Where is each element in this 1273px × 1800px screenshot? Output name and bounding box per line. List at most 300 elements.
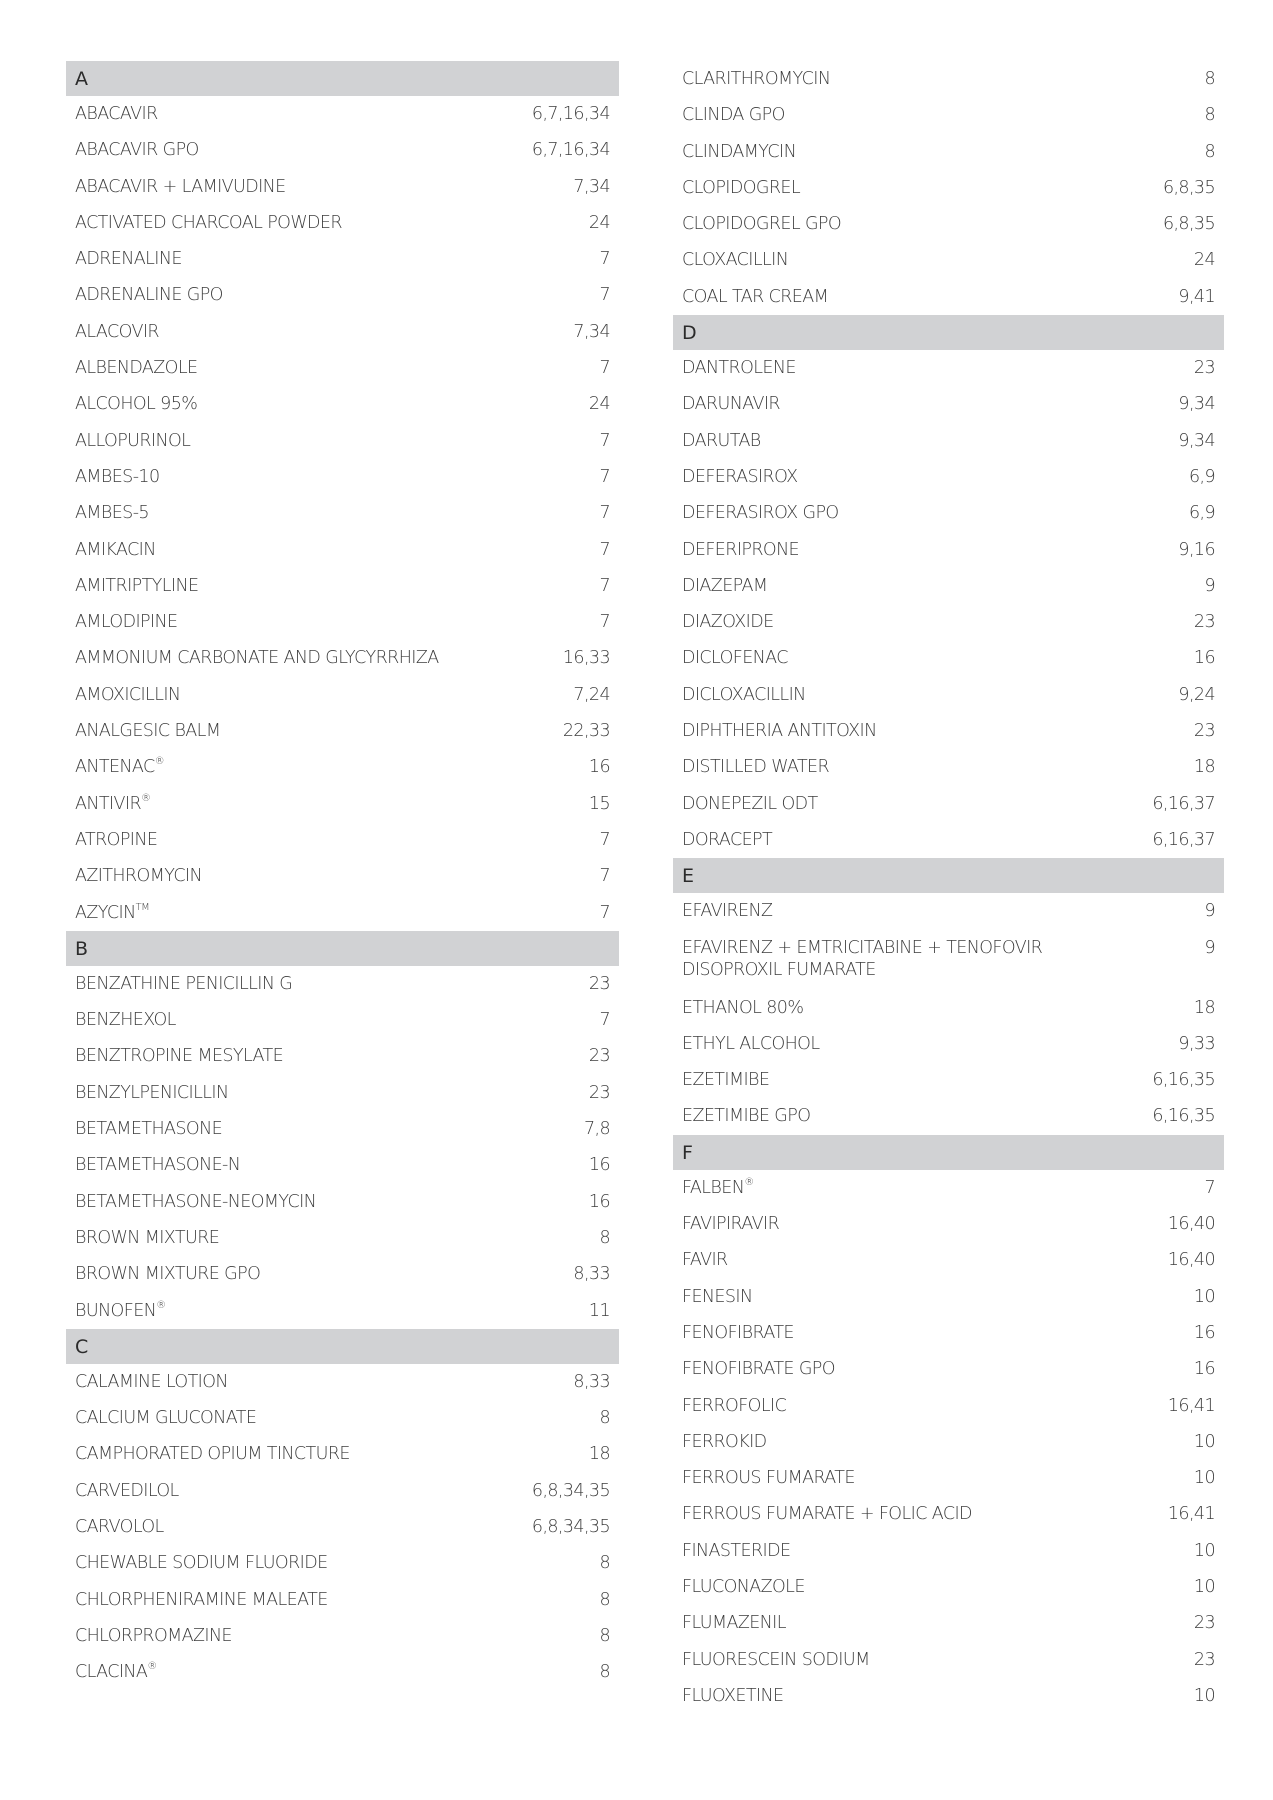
- entry-name-text: CHLORPHENIRAMINE MALEATE: [75, 1589, 328, 1610]
- entry-page-numbers: 16: [1193, 1322, 1215, 1343]
- entry-name-text: ALBENDAZOLE: [75, 358, 198, 379]
- entry-name-text: FERROUS FUMARATE: [682, 1468, 855, 1489]
- entry-name: [75, 248, 599, 270]
- entry-name-text: EZETIMIBE GPO: [682, 1106, 811, 1127]
- section-header-b: [66, 931, 619, 966]
- entry-page-numbers: 9: [1204, 901, 1215, 922]
- entry-name: [75, 575, 599, 597]
- index-entry-ezetimibe: [673, 1062, 1224, 1098]
- entry-name: [75, 1191, 589, 1213]
- index-entry-benztropine-mesylate: [66, 1038, 619, 1074]
- entry-page-numbers: 7: [599, 829, 610, 850]
- entry-name-text: FERROFOLIC: [682, 1395, 787, 1416]
- entry-name-text: AMBES-10: [75, 466, 160, 487]
- entry-name-text: FLUOXETINE: [682, 1685, 784, 1706]
- entry-page-numbers: 6,16,35: [1152, 1106, 1215, 1127]
- index-entry-cloxacillin: [673, 242, 1224, 278]
- index-entry-favipiravir: [673, 1206, 1224, 1242]
- index-entry-ammonium-carbonate-and-glycyrrhiza: [66, 640, 619, 676]
- entry-name-text: ADRENALINE: [75, 249, 182, 270]
- entry-page-numbers: 6,7,16,34: [531, 104, 610, 124]
- entry-page-numbers: 6,8,35: [1162, 177, 1215, 198]
- entry-name-text: CALAMINE LOTION: [75, 1371, 228, 1392]
- entry-page-numbers: 18: [588, 1444, 610, 1465]
- entry-name: [682, 1685, 1194, 1707]
- entry-name: [682, 1540, 1194, 1562]
- index-entry-clacina: [66, 1654, 619, 1690]
- entry-page-numbers: 6,16,37: [1152, 793, 1215, 814]
- index-entry-antivir: [66, 786, 619, 822]
- entry-name: [75, 430, 599, 452]
- index-entry-ferrous-fumarate: [673, 1460, 1224, 1496]
- entry-page-numbers: 6,16,37: [1152, 829, 1215, 850]
- entry-name: [75, 611, 599, 633]
- entry-page-numbers: 22,33: [562, 721, 610, 742]
- index-entry-clarithromycin: [673, 61, 1224, 97]
- index-entry-deferasirox-gpo: [673, 495, 1224, 531]
- index-entry-fluconazole: [673, 1569, 1224, 1605]
- entry-name-text: ETHANOL 80%: [682, 997, 804, 1018]
- section-header-d: [673, 315, 1224, 350]
- entry-name: [75, 1589, 599, 1611]
- index-entry-chlorpromazine: [66, 1618, 619, 1654]
- entry-name-line-2: DISOPROXIL FUMARATE: [682, 959, 876, 980]
- entry-page-numbers: 7: [599, 466, 610, 487]
- entry-name: [682, 430, 1178, 452]
- entry-page-numbers: 7: [599, 1010, 610, 1031]
- index-entry-fenofibrate: [673, 1315, 1224, 1351]
- index-entry-efavirenz-emtricitabine-tenofovir-disoproxil-fumarate: [673, 930, 1224, 990]
- entry-name: [682, 1069, 1152, 1091]
- entry-name: [75, 176, 573, 198]
- entry-name: [75, 357, 599, 379]
- entry-name-text: DIAZOXIDE: [682, 612, 774, 633]
- entry-name: [682, 829, 1152, 851]
- index-entry-carvedilol: [66, 1473, 619, 1509]
- index-entry-chewable-sodium-fluoride: [66, 1545, 619, 1581]
- entry-name: [75, 647, 563, 669]
- index-entry-calcium-gluconate: [66, 1400, 619, 1436]
- entry-name-text: AZITHROMYCIN: [75, 866, 203, 887]
- entry-name: [75, 1227, 599, 1249]
- index-entry-abacavir-lamivudine: [66, 169, 619, 205]
- entry-name: [682, 1431, 1194, 1453]
- entry-name: [75, 1661, 599, 1683]
- entry-name-text: DISTILLED WATER: [682, 757, 830, 778]
- entry-name-text: COAL TAR CREAM: [682, 286, 829, 307]
- section-letter: D: [682, 322, 697, 345]
- entry-name-text: CLARITHROMYCIN: [682, 69, 831, 89]
- entry-name: [682, 539, 1178, 561]
- index-entry-distilled-water: [673, 749, 1224, 785]
- entry-name: [75, 1082, 589, 1104]
- entry-name: [682, 466, 1189, 488]
- entry-page-numbers: 7,8: [583, 1119, 610, 1140]
- entry-name-text: DICLOXACILLIN: [682, 684, 806, 705]
- entry-name: [682, 1213, 1168, 1235]
- entry-page-numbers: 8,33: [573, 1371, 610, 1392]
- entry-name-text: CHEWABLE SODIUM FLUORIDE: [75, 1553, 328, 1574]
- entry-page-numbers: 8: [1204, 105, 1215, 126]
- entry-name: [75, 1625, 599, 1647]
- entry-name-text: ACTIVATED CHARCOAL POWDER: [75, 212, 342, 233]
- index-entry-fluorescein-sodium: [673, 1642, 1224, 1678]
- entry-name-text: BETAMETHASONE-N: [75, 1155, 241, 1176]
- entry-name: [75, 684, 573, 706]
- index-entry-benzathine-penicillin-g: [66, 966, 619, 1002]
- entry-name-text: ETHYL ALCOHOL: [682, 1033, 820, 1054]
- index-entry-ferrous-fumarate-folic-acid: [673, 1496, 1224, 1532]
- entry-name-text: AMIKACIN: [75, 539, 156, 560]
- entry-name: [682, 1395, 1168, 1417]
- entry-name: [75, 973, 589, 995]
- entry-name-text: BETAMETHASONE: [75, 1119, 223, 1140]
- entry-name: [75, 1263, 573, 1285]
- entry-page-numbers: 23: [588, 1082, 610, 1103]
- entry-name-text: AZYCIN: [75, 902, 136, 923]
- entry-name-text: BENZYLPENICILLIN: [75, 1082, 229, 1103]
- entry-page-numbers: 8: [599, 1408, 610, 1429]
- section-letter: F: [682, 1141, 693, 1164]
- entry-page-numbers: 9: [1204, 937, 1215, 958]
- entry-page-numbers: 8: [599, 1589, 610, 1610]
- entry-name: [682, 1649, 1194, 1671]
- entry-page-numbers: 9,34: [1178, 394, 1215, 415]
- entry-name-text: BENZTROPINE MESYLATE: [75, 1046, 284, 1067]
- entry-page-numbers: 9,16: [1178, 539, 1215, 560]
- index-entry-diphtheria-antitoxin: [673, 713, 1224, 749]
- entry-name-text: EZETIMIBE: [682, 1070, 770, 1091]
- entry-name-text: BROWN MIXTURE: [75, 1227, 220, 1248]
- entry-name: [682, 104, 1204, 126]
- entry-page-numbers: 8: [1204, 141, 1215, 162]
- entry-name-text: FLUCONAZOLE: [682, 1576, 805, 1597]
- entry-page-numbers: 8: [599, 1553, 610, 1574]
- entry-name-line-1: EFAVIRENZ + EMTRICITABINE + TENOFOVIR: [682, 937, 1043, 958]
- entry-name: [682, 68, 1204, 90]
- entry-name: [75, 793, 589, 815]
- entry-page-numbers: 8: [1204, 69, 1215, 89]
- index-entry-camphorated-opium-tincture: [66, 1436, 619, 1472]
- entry-name-text: ALCOHOL 95%: [75, 394, 198, 415]
- entry-page-numbers: 9,24: [1178, 684, 1215, 705]
- entry-page-numbers: 6,8,35: [1162, 214, 1215, 235]
- entry-page-numbers: 18: [1193, 757, 1215, 778]
- index-column-left: [66, 61, 619, 1690]
- entry-page-numbers: 7: [599, 358, 610, 379]
- index-entry-atropine: [66, 822, 619, 858]
- entry-name-text: DEFERASIROX GPO: [682, 503, 839, 524]
- index-entry-amoxicillin: [66, 677, 619, 713]
- entry-page-numbers: 11: [588, 1300, 610, 1321]
- entry-name-text: CALCIUM GLUCONATE: [75, 1408, 257, 1429]
- entry-name-text: DANTROLENE: [682, 358, 796, 379]
- entry-name: [682, 1249, 1168, 1271]
- entry-name: [682, 1105, 1152, 1127]
- entry-page-numbers: 8,33: [573, 1264, 610, 1285]
- entry-page-numbers: 7: [599, 575, 610, 596]
- entry-name-text: FLUMAZENIL: [682, 1613, 786, 1634]
- index-entry-falben: [673, 1170, 1224, 1206]
- entry-name-text: FENOFIBRATE GPO: [682, 1359, 835, 1380]
- entry-page-numbers: 8: [599, 1625, 610, 1646]
- entry-name-text: ATROPINE: [75, 829, 158, 850]
- index-entry-darutab: [673, 423, 1224, 459]
- entry-page-numbers: 18: [1193, 997, 1215, 1018]
- entry-name: [682, 1358, 1194, 1380]
- index-entry-betamethasone-n: [66, 1147, 619, 1183]
- trademark-mark: TM: [135, 901, 150, 913]
- entry-name-text: FERROUS FUMARATE + FOLIC ACID: [682, 1504, 972, 1525]
- entry-page-numbers: 23: [588, 973, 610, 994]
- section-letter: E: [682, 865, 695, 888]
- entry-name: [75, 829, 599, 851]
- entry-page-numbers: 16,40: [1167, 1214, 1215, 1235]
- entry-name-text: AMOXICILLIN: [75, 684, 181, 705]
- entry-page-numbers: 7: [599, 285, 610, 306]
- entry-page-numbers: 23: [588, 1046, 610, 1067]
- section-header-c: [66, 1329, 619, 1364]
- entry-page-numbers: 24: [588, 212, 610, 233]
- entry-name-text: ANTIVIR: [75, 793, 142, 814]
- entry-name: [682, 1576, 1194, 1598]
- section-header-e: [673, 858, 1224, 893]
- entry-page-numbers: 23: [1193, 358, 1215, 379]
- entry-name: [75, 393, 589, 415]
- entry-page-numbers: 6,9: [1188, 503, 1215, 524]
- entry-page-numbers: 6,16,35: [1152, 1070, 1215, 1091]
- entry-name: [75, 321, 573, 343]
- entry-name: [682, 1177, 1204, 1199]
- entry-name: [75, 1552, 599, 1574]
- entry-page-numbers: 9,33: [1178, 1033, 1215, 1054]
- entry-name: [75, 103, 532, 125]
- entry-name-text: CARVOLOL: [75, 1516, 164, 1537]
- entry-name: [75, 212, 589, 234]
- entry-name: [75, 139, 532, 161]
- index-entry-coal-tar-cream: [673, 279, 1224, 315]
- entry-page-numbers: 16,33: [562, 648, 610, 669]
- entry-page-numbers: 7,34: [573, 176, 610, 197]
- index-entry-efavirenz: [673, 893, 1224, 929]
- entry-name: [75, 1154, 589, 1176]
- index-entry-diazepam: [673, 568, 1224, 604]
- index-entry-favir: [673, 1242, 1224, 1278]
- entry-name-text: CLACINA: [75, 1662, 148, 1683]
- entry-page-numbers: 7: [599, 612, 610, 633]
- entry-name-text: FINASTERIDE: [682, 1540, 791, 1561]
- entry-name-text: ADRENALINE GPO: [75, 285, 223, 306]
- entry-page-numbers: 8: [599, 1227, 610, 1248]
- index-entry-alcohol-95: [66, 386, 619, 422]
- entry-page-numbers: 23: [1193, 612, 1215, 633]
- registered-mark: ®: [141, 792, 151, 804]
- entry-name-text: FAVIPIRAVIR: [682, 1214, 780, 1235]
- entry-page-numbers: 16: [588, 1155, 610, 1176]
- registered-mark: ®: [154, 756, 164, 768]
- entry-page-numbers: 24: [1193, 250, 1215, 271]
- index-entry-benzhexol: [66, 1002, 619, 1038]
- entry-name-text: AMBES-5: [75, 503, 149, 524]
- entry-name: [682, 756, 1194, 778]
- index-entry-abacavir-gpo: [66, 132, 619, 168]
- index-entry-amikacin: [66, 532, 619, 568]
- entry-page-numbers: 6,8,34,35: [531, 1480, 610, 1501]
- entry-name: [75, 902, 599, 924]
- entry-name: [682, 900, 1204, 922]
- entry-name-text: BROWN MIXTURE GPO: [75, 1264, 261, 1285]
- entry-page-numbers: 7,34: [573, 321, 610, 342]
- entry-name-text: DEFERASIROX: [682, 466, 798, 487]
- entry-name: [682, 357, 1194, 379]
- index-entry-adrenaline-gpo: [66, 277, 619, 313]
- entry-name-text: DORACEPT: [682, 829, 773, 850]
- index-entry-brown-mixture-gpo: [66, 1256, 619, 1292]
- index-entry-analgesic-balm: [66, 713, 619, 749]
- entry-name-text: CLINDAMYCIN: [682, 141, 797, 162]
- registered-mark: ®: [147, 1661, 157, 1673]
- entry-name: [75, 865, 599, 887]
- entry-page-numbers: 7: [1204, 1177, 1215, 1198]
- entry-name-text: CHLORPROMAZINE: [75, 1625, 232, 1646]
- index-entry-darunavir: [673, 386, 1224, 422]
- entry-name: [682, 937, 1204, 981]
- entry-page-numbers: 6,8,34,35: [531, 1516, 610, 1537]
- entry-name-text: CAMPHORATED OPIUM TINCTURE: [75, 1444, 350, 1465]
- entry-page-numbers: 8: [599, 1662, 610, 1683]
- entry-page-numbers: 23: [1193, 1613, 1215, 1634]
- index-entry-activated-charcoal-powder: [66, 205, 619, 241]
- entry-name-text: ABACAVIR GPO: [75, 140, 199, 161]
- entry-page-numbers: 7: [599, 902, 610, 923]
- entry-name-text: FLUORESCEIN SODIUM: [682, 1649, 870, 1670]
- section-header-a: [66, 61, 619, 96]
- entry-page-numbers: 9: [1204, 575, 1215, 596]
- entry-name-text: ALACOVIR: [75, 321, 159, 342]
- index-entry-deferiprone: [673, 532, 1224, 568]
- entry-page-numbers: 10: [1193, 1576, 1215, 1597]
- entry-page-numbers: 23: [1193, 1649, 1215, 1670]
- entry-name-text: ANTENAC: [75, 757, 155, 778]
- index-entry-allopurinol: [66, 423, 619, 459]
- entry-name: [682, 1033, 1178, 1055]
- entry-name-text: CLOPIDOGREL GPO: [682, 214, 842, 235]
- entry-name: [682, 575, 1204, 597]
- entry-name: [75, 1480, 532, 1502]
- index-column-right: [673, 61, 1224, 1714]
- entry-name-text: AMITRIPTYLINE: [75, 575, 199, 596]
- entry-name: [75, 720, 563, 742]
- index-entry-deferasirox: [673, 459, 1224, 495]
- index-entry-dantrolene: [673, 350, 1224, 386]
- entry-page-numbers: 10: [1193, 1431, 1215, 1452]
- entry-name: [682, 286, 1178, 308]
- entry-name-text: DARUNAVIR: [682, 394, 780, 415]
- entry-name: [682, 249, 1194, 271]
- index-entry-alacovir: [66, 314, 619, 350]
- entry-name: [682, 141, 1204, 163]
- index-entry-clopidogrel: [673, 170, 1224, 206]
- entry-name-text: BUNOFEN: [75, 1300, 157, 1321]
- entry-page-numbers: 10: [1193, 1468, 1215, 1489]
- index-entry-azithromycin: [66, 858, 619, 894]
- entry-name-text: FENESIN: [682, 1286, 753, 1307]
- index-entry-diazoxide: [673, 604, 1224, 640]
- entry-name-text: ABACAVIR: [75, 104, 158, 124]
- entry-name: [75, 502, 599, 524]
- entry-name-text: CARVEDILOL: [75, 1480, 179, 1501]
- index-entry-carvolol: [66, 1509, 619, 1545]
- index-entry-finasteride: [673, 1533, 1224, 1569]
- entry-name-text: FALBEN: [682, 1177, 745, 1198]
- entry-name: [682, 177, 1163, 199]
- entry-name-text: AMLODIPINE: [75, 612, 178, 633]
- entry-page-numbers: 16: [1193, 648, 1215, 669]
- entry-name: [682, 611, 1194, 633]
- entry-page-numbers: 24: [588, 394, 610, 415]
- entry-name: [682, 1612, 1194, 1634]
- entry-name: [682, 502, 1189, 524]
- entry-name-text: CLOXACILLIN: [682, 250, 789, 271]
- index-entry-donepezil-odt: [673, 786, 1224, 822]
- entry-page-numbers: 16: [1193, 1359, 1215, 1380]
- index-entry-adrenaline: [66, 241, 619, 277]
- index-entry-antenac: [66, 749, 619, 785]
- entry-name-text: DARUTAB: [682, 430, 761, 451]
- entry-name-text: FERROKID: [682, 1431, 767, 1452]
- entry-name: [75, 756, 589, 778]
- entry-name-text: AMMONIUM CARBONATE AND GLYCYRRHIZA: [75, 648, 439, 669]
- entry-name-text: CLINDA GPO: [682, 105, 785, 126]
- entry-name-text: ALLOPURINOL: [75, 430, 191, 451]
- entry-name: [682, 1322, 1194, 1344]
- index-entry-azycin: [66, 895, 619, 931]
- index-entry-ethyl-alcohol: [673, 1026, 1224, 1062]
- entry-page-numbers: 10: [1193, 1685, 1215, 1706]
- entry-page-numbers: 9,34: [1178, 430, 1215, 451]
- entry-name-text: FENOFIBRATE: [682, 1322, 794, 1343]
- entry-name: [682, 213, 1163, 235]
- entry-page-numbers: 7: [599, 503, 610, 524]
- entry-name: [75, 1516, 532, 1538]
- entry-name: [75, 1443, 589, 1465]
- index-entry-calamine-lotion: [66, 1364, 619, 1400]
- index-entry-chlorpheniramine-maleate: [66, 1582, 619, 1618]
- entry-page-numbers: 7: [599, 866, 610, 887]
- index-entry-amitriptyline: [66, 568, 619, 604]
- section-letter: B: [75, 937, 89, 960]
- entry-name-text: ANALGESIC BALM: [75, 721, 221, 742]
- entry-page-numbers: 10: [1193, 1540, 1215, 1561]
- entry-name: [682, 720, 1194, 742]
- entry-page-numbers: 7: [599, 539, 610, 560]
- index-entry-ezetimibe-gpo: [673, 1098, 1224, 1134]
- index-entry-fluoxetine: [673, 1678, 1224, 1714]
- entry-name: [75, 466, 599, 488]
- entry-name: [75, 284, 599, 306]
- entry-name-text: BENZHEXOL: [75, 1010, 176, 1031]
- entry-page-numbers: 23: [1193, 721, 1215, 742]
- entry-name: [682, 647, 1194, 669]
- entry-name: [682, 393, 1178, 415]
- entry-page-numbers: 9,41: [1178, 286, 1215, 307]
- entry-name: [682, 1503, 1168, 1525]
- entry-name-text: DICLOFENAC: [682, 648, 788, 669]
- entry-name: [682, 1467, 1194, 1489]
- section-letter: C: [75, 1335, 89, 1358]
- entry-name-text: DIAZEPAM: [682, 575, 768, 596]
- index-entry-betamethasone: [66, 1111, 619, 1147]
